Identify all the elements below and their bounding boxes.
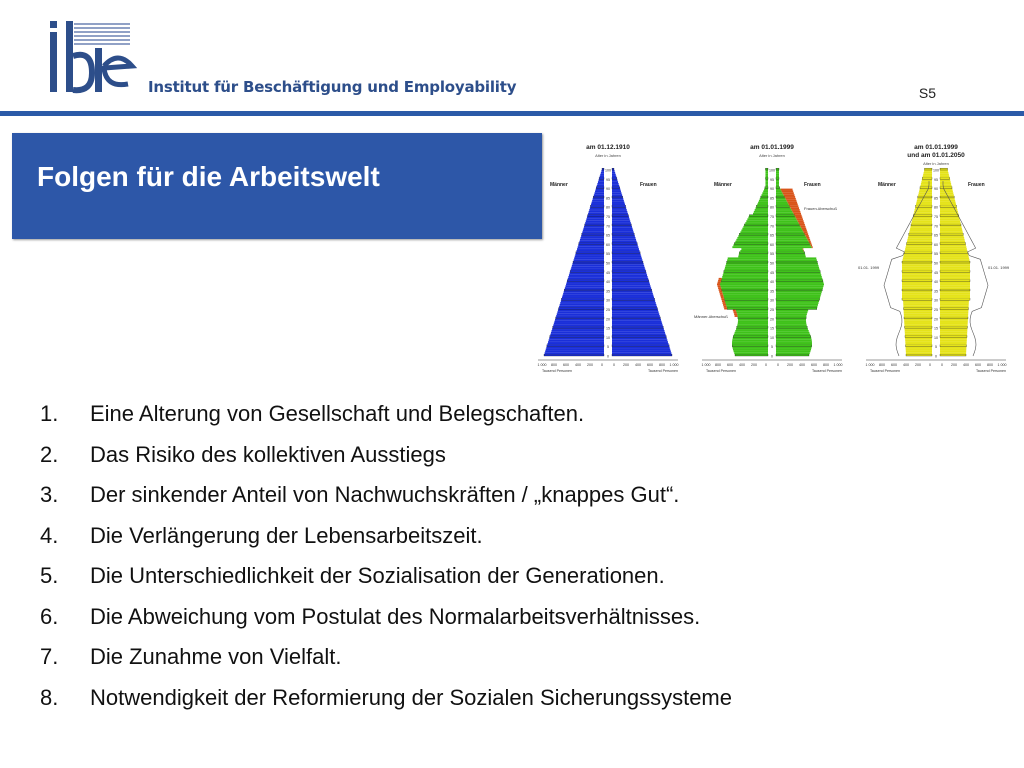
svg-text:35: 35 (934, 289, 938, 294)
population-pyramid-1999 (692, 138, 852, 378)
svg-text:Männer: Männer (550, 182, 568, 188)
svg-text:01.01. 1999: 01.01. 1999 (858, 265, 880, 270)
svg-text:0: 0 (765, 363, 767, 367)
svg-text:20: 20 (606, 317, 610, 322)
svg-text:800: 800 (879, 363, 885, 367)
svg-text:90: 90 (770, 187, 774, 192)
svg-text:100: 100 (933, 168, 939, 173)
svg-text:55: 55 (934, 252, 938, 257)
svg-text:20: 20 (934, 317, 938, 322)
svg-text:0: 0 (607, 354, 609, 359)
svg-text:75: 75 (606, 215, 610, 219)
svg-text:15: 15 (934, 326, 938, 331)
svg-text:25: 25 (606, 308, 610, 312)
svg-text:95: 95 (770, 177, 774, 182)
svg-text:100: 100 (605, 168, 611, 173)
svg-text:Frauen-überschuß: Frauen-überschuß (804, 206, 837, 211)
list-item: 4. Die Verlängerung der Lebensarbeitszeit. (40, 522, 483, 548)
svg-text:Tausend Personen: Tausend Personen (542, 369, 572, 373)
svg-text:800: 800 (551, 363, 557, 367)
svg-text:600: 600 (563, 363, 569, 367)
header-divider (0, 111, 1024, 116)
svg-text:80: 80 (770, 205, 774, 210)
svg-text:Tausend Personen: Tausend Personen (648, 369, 678, 373)
svg-text:600: 600 (727, 363, 733, 367)
svg-text:10: 10 (934, 335, 938, 340)
svg-text:400: 400 (903, 363, 909, 367)
svg-text:90: 90 (934, 187, 938, 192)
svg-text:5: 5 (771, 345, 773, 350)
svg-text:Tausend Personen: Tausend Personen (812, 369, 842, 373)
svg-text:Alter in Jahren: Alter in Jahren (923, 161, 949, 166)
svg-text:400: 400 (963, 363, 969, 367)
svg-text:30: 30 (934, 298, 938, 303)
svg-text:1 000: 1 000 (997, 363, 1007, 367)
svg-text:am 01.12.1910: am 01.12.1910 (586, 144, 630, 151)
svg-text:200: 200 (787, 363, 793, 367)
svg-text:800: 800 (659, 363, 665, 367)
svg-text:600: 600 (975, 363, 981, 367)
svg-text:95: 95 (934, 177, 938, 182)
svg-text:1 000: 1 000 (701, 363, 711, 367)
svg-text:Männer: Männer (714, 182, 732, 188)
svg-text:85: 85 (606, 196, 610, 201)
svg-text:45: 45 (934, 270, 938, 275)
svg-text:1 000: 1 000 (833, 363, 843, 367)
svg-text:75: 75 (934, 215, 938, 219)
svg-text:und am 01.01.2050: und am 01.01.2050 (907, 152, 965, 159)
list-item: 3. Der sinkender Anteil von Nachwuchskräften / „knappes Gut“. (40, 482, 680, 507)
svg-text:80: 80 (606, 205, 610, 210)
svg-text:65: 65 (606, 233, 610, 238)
svg-text:200: 200 (951, 363, 957, 367)
svg-text:am 01.01.1999: am 01.01.1999 (750, 144, 794, 151)
svg-text:200: 200 (915, 363, 921, 367)
svg-text:1 000: 1 000 (865, 363, 875, 367)
svg-text:70: 70 (934, 224, 938, 229)
svg-text:40: 40 (606, 280, 610, 285)
svg-text:0: 0 (941, 363, 943, 367)
svg-text:600: 600 (891, 363, 897, 367)
ibe-logo (48, 18, 138, 96)
consequences-list (0, 395, 1000, 719)
svg-text:Alter in Jahren: Alter in Jahren (595, 153, 621, 158)
svg-text:90: 90 (606, 187, 610, 192)
svg-text:70: 70 (770, 224, 774, 229)
svg-text:400: 400 (799, 363, 805, 367)
svg-text:Frauen: Frauen (968, 182, 985, 188)
svg-text:200: 200 (587, 363, 593, 367)
svg-text:0: 0 (935, 354, 937, 359)
svg-text:25: 25 (934, 308, 938, 312)
svg-text:600: 600 (811, 363, 817, 367)
svg-text:400: 400 (739, 363, 745, 367)
list-item: 5. Die Unterschiedlichkeit der Sozialisation der Generationen. (40, 563, 665, 588)
svg-text:1 000: 1 000 (669, 363, 679, 367)
svg-text:10: 10 (606, 335, 610, 340)
svg-text:35: 35 (606, 289, 610, 294)
svg-text:600: 600 (647, 363, 653, 367)
svg-text:15: 15 (606, 326, 610, 331)
svg-text:200: 200 (623, 363, 629, 367)
svg-text:70: 70 (606, 224, 610, 229)
svg-text:1 000: 1 000 (537, 363, 547, 367)
svg-text:10: 10 (770, 335, 774, 340)
svg-text:Alter in Jahren: Alter in Jahren (759, 153, 785, 158)
list-item: 8. Notwendigkeit der Reformierung der Sozialen Sicherungssysteme (40, 684, 732, 710)
svg-text:45: 45 (770, 270, 774, 275)
svg-text:200: 200 (751, 363, 757, 367)
svg-text:55: 55 (606, 252, 610, 257)
svg-text:30: 30 (606, 298, 610, 303)
svg-text:55: 55 (770, 252, 774, 257)
svg-text:75: 75 (770, 215, 774, 219)
slide-number: S5 (918, 85, 936, 101)
svg-text:am 01.01.1999: am 01.01.1999 (914, 144, 958, 151)
svg-text:25: 25 (770, 308, 774, 312)
svg-text:35: 35 (770, 289, 774, 294)
svg-text:45: 45 (606, 270, 610, 275)
svg-text:20: 20 (770, 317, 774, 322)
institute-name: Institut für Beschäftigung und Employability (148, 78, 517, 96)
svg-text:50: 50 (606, 261, 610, 266)
svg-text:Tausend Personen: Tausend Personen (870, 369, 900, 373)
svg-text:800: 800 (823, 363, 829, 367)
svg-text:30: 30 (770, 298, 774, 303)
svg-text:Männer: Männer (878, 182, 896, 188)
svg-text:0: 0 (601, 363, 603, 367)
svg-text:5: 5 (935, 345, 937, 350)
population-pyramid-1999-2050 (856, 138, 1016, 378)
svg-text:Männer-überschuß: Männer-überschuß (694, 314, 728, 319)
svg-text:85: 85 (934, 196, 938, 201)
svg-text:50: 50 (934, 261, 938, 266)
svg-text:Tausend Personen: Tausend Personen (706, 369, 736, 373)
slide-title: Folgen für die Arbeitswelt (37, 161, 380, 192)
svg-text:80: 80 (934, 205, 938, 210)
title-banner (12, 133, 542, 239)
svg-text:Tausend Personen: Tausend Personen (976, 369, 1006, 373)
svg-text:65: 65 (770, 233, 774, 238)
svg-text:50: 50 (770, 261, 774, 266)
svg-text:800: 800 (715, 363, 721, 367)
svg-text:01.01. 1999: 01.01. 1999 (988, 265, 1010, 270)
svg-text:0: 0 (613, 363, 615, 367)
svg-text:60: 60 (934, 242, 938, 247)
svg-text:60: 60 (770, 242, 774, 247)
svg-text:65: 65 (934, 233, 938, 238)
svg-text:0: 0 (929, 363, 931, 367)
svg-text:5: 5 (607, 345, 609, 350)
svg-text:60: 60 (606, 242, 610, 247)
svg-text:15: 15 (770, 326, 774, 331)
svg-text:400: 400 (575, 363, 581, 367)
svg-text:800: 800 (987, 363, 993, 367)
svg-text:85: 85 (770, 196, 774, 201)
list-item: 6. Die Abweichung vom Postulat des Normalarbeitsverhältnisses. (40, 603, 701, 629)
list-item: 7. Die Zunahme von Vielfalt. (40, 644, 342, 669)
svg-text:0: 0 (771, 354, 773, 359)
svg-text:400: 400 (635, 363, 641, 367)
svg-text:100: 100 (769, 168, 775, 173)
svg-text:95: 95 (606, 177, 610, 182)
svg-text:40: 40 (770, 280, 774, 285)
svg-text:Frauen: Frauen (640, 182, 657, 188)
list-item: 1. Eine Alterung von Gesellschaft und Belegschaften. (40, 401, 585, 426)
list-item: 2. Das Risiko des kollektiven Ausstiegs (40, 441, 446, 467)
svg-text:Frauen: Frauen (804, 182, 821, 188)
population-pyramid-1910 (528, 138, 688, 378)
svg-text:0: 0 (777, 363, 779, 367)
svg-text:40: 40 (934, 280, 938, 285)
